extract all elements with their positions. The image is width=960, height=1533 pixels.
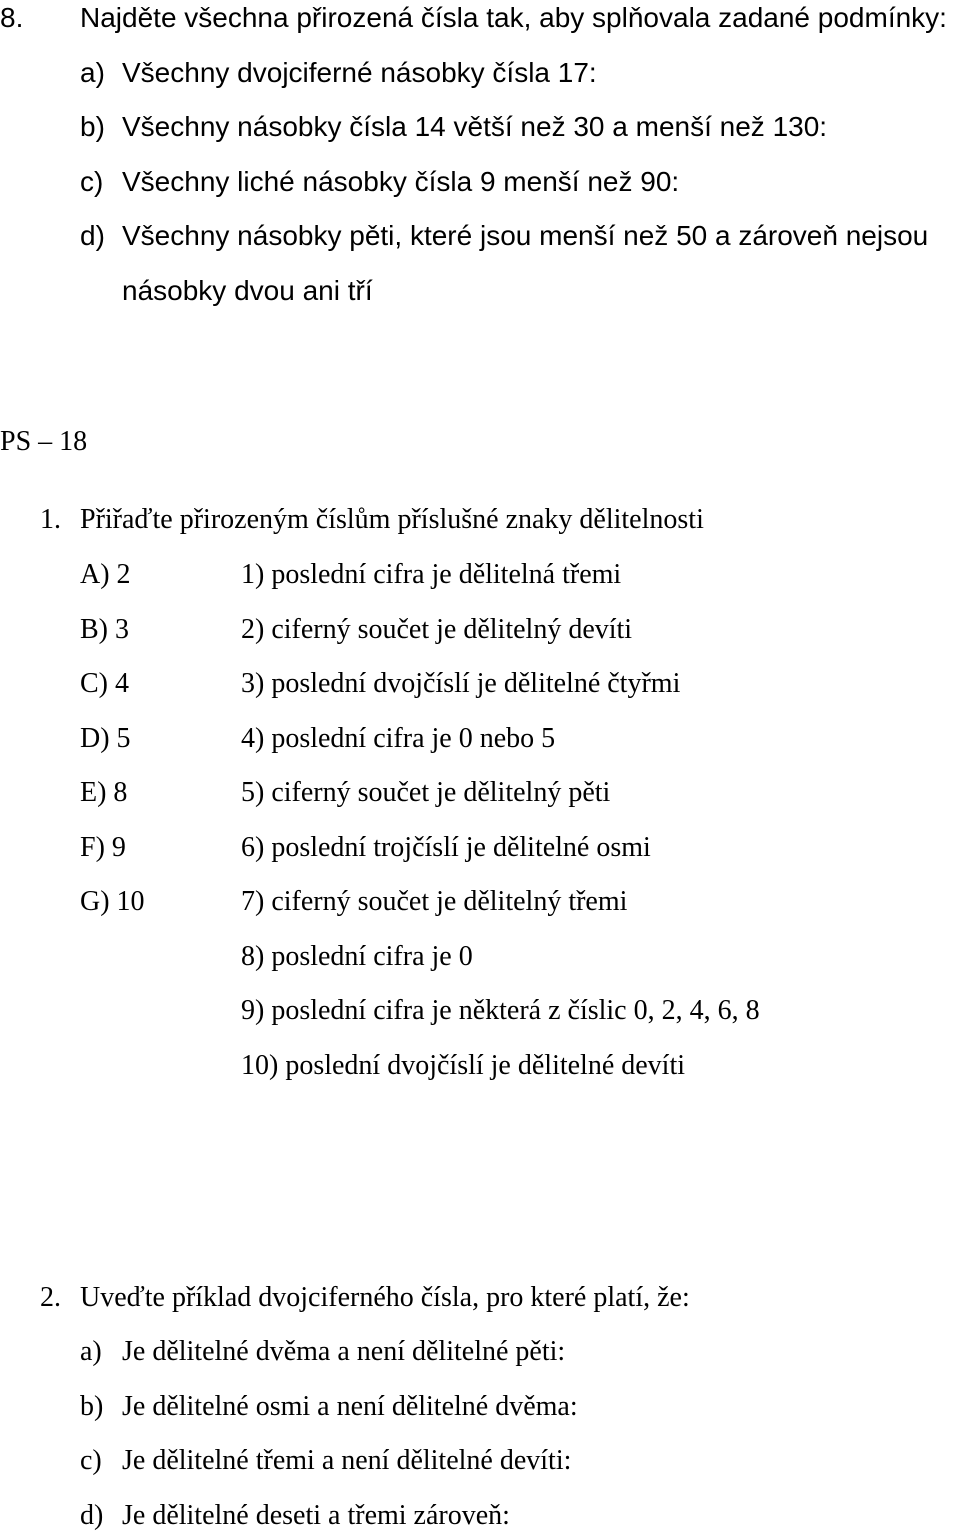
task1-right-item: 2) ciferný součet je dělitelný devíti bbox=[241, 614, 633, 645]
task1-right-item: 5) ciferný součet je dělitelný pěti bbox=[241, 777, 611, 808]
task8-prompt: Najděte všechna přirozená čísla tak, aby splňovala zadané podmínky: bbox=[80, 2, 947, 33]
task8-item-d-text: Všechny násobky pěti, které jsou menší než 50 a zároveň nejsou bbox=[122, 220, 929, 251]
section-heading: PS – 18 bbox=[0, 426, 88, 457]
task2-item-d-text: Je dělitelné deseti a třemi zároveň: bbox=[122, 1500, 510, 1531]
task1-right-item: 4) poslední cifra je 0 nebo 5 bbox=[241, 723, 556, 754]
task8-item-d-continuation: násobky dvou ani tří bbox=[122, 275, 373, 306]
task1-left-item: F) 9 bbox=[80, 832, 126, 863]
task1-number: 1. bbox=[40, 504, 61, 535]
task1-left-item: E) 8 bbox=[80, 777, 128, 808]
task2-item-b-label: b) bbox=[80, 1391, 104, 1422]
task1-left-item: C) 4 bbox=[80, 668, 129, 699]
task1-right-item: 6) poslední trojčíslí je dělitelné osmi bbox=[241, 832, 651, 863]
task1-right-item: 3) poslední dvojčíslí je dělitelné čtyřmi bbox=[241, 668, 681, 699]
task1-left-item: A) 2 bbox=[80, 559, 131, 590]
task1-left-item: G) 10 bbox=[80, 886, 145, 917]
task2-item-d-label: d) bbox=[80, 1500, 104, 1531]
task1-right-item: 7) ciferný součet je dělitelný třemi bbox=[241, 886, 628, 917]
task2-item-a-label: a) bbox=[80, 1336, 102, 1367]
task8-number: 8. bbox=[0, 2, 24, 33]
task1-left-item: D) 5 bbox=[80, 723, 131, 754]
task8-item-b-text: Všechny násobky čísla 14 větší než 30 a menší než 130: bbox=[122, 111, 828, 142]
task1-right-item: 1) poslední cifra je dělitelná třemi bbox=[241, 559, 622, 590]
task8-item-b-label: b) bbox=[80, 111, 105, 142]
task1-right-item: 10) poslední dvojčíslí je dělitelné devíti bbox=[241, 1050, 686, 1081]
task1-left-item: B) 3 bbox=[80, 614, 129, 645]
task2-number: 2. bbox=[40, 1282, 61, 1313]
task1-right-item: 9) poslední cifra je některá z číslic 0, 2, 4, 6, 8 bbox=[241, 995, 760, 1026]
task2-item-c-text: Je dělitelné třemi a není dělitelné devíti: bbox=[122, 1445, 572, 1476]
task8-item-a-label: a) bbox=[80, 57, 105, 88]
task1-prompt: Přiřaďte přirozeným číslům příslušné znaky dělitelnosti bbox=[80, 504, 704, 535]
task2-prompt: Uveďte příklad dvojciferného čísla, pro které platí, že: bbox=[80, 1282, 690, 1313]
task1-right-item: 8) poslední cifra je 0 bbox=[241, 941, 473, 972]
task2-item-a-text: Je dělitelné dvěma a není dělitelné pěti: bbox=[122, 1336, 566, 1367]
task8-item-d-label: d) bbox=[80, 220, 105, 251]
task8-item-c-label: c) bbox=[80, 166, 104, 197]
task2-item-b-text: Je dělitelné osmi a není dělitelné dvěma: bbox=[122, 1391, 578, 1422]
task8-item-a-text: Všechny dvojciferné násobky čísla 17: bbox=[122, 57, 597, 88]
task8-item-c-text: Všechny liché násobky čísla 9 menší než 90: bbox=[122, 166, 680, 197]
task2-item-c-label: c) bbox=[80, 1445, 102, 1476]
